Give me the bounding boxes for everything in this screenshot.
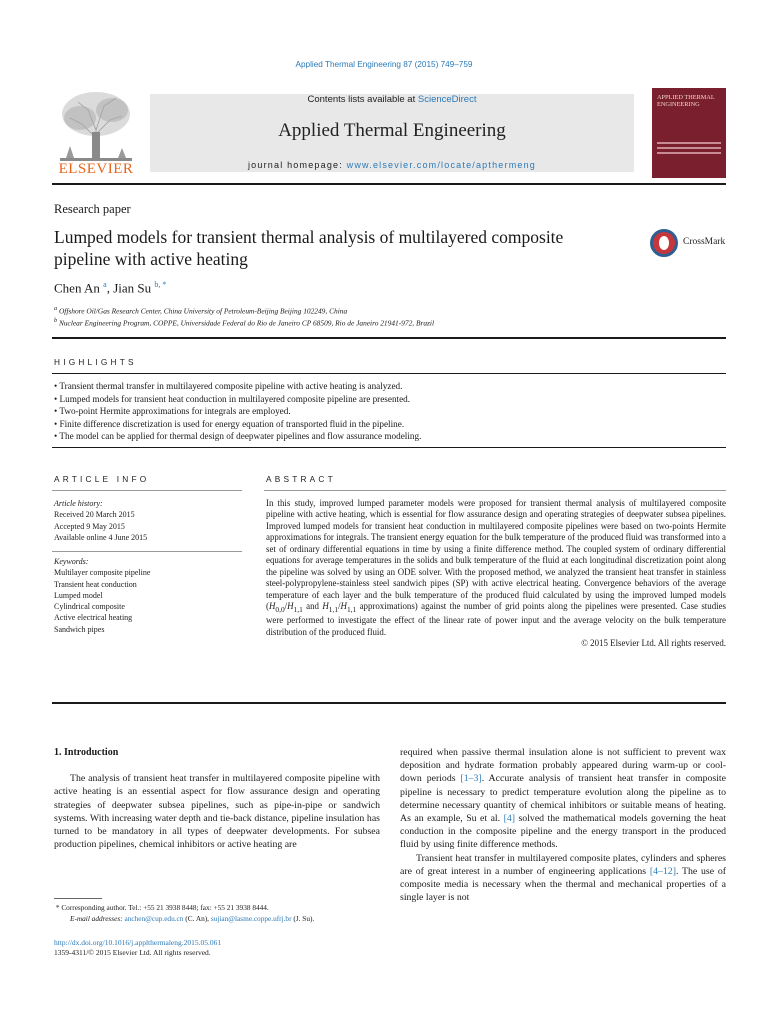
math-separator: / (284, 601, 288, 612)
keywords-rule (52, 551, 242, 552)
keyword: Active electrical heating (54, 613, 133, 623)
math-symbol: H (340, 601, 347, 612)
crossmark-label: CrossMark (683, 237, 726, 247)
affiliation (54, 306, 347, 315)
email-owner: (C. An), (183, 913, 211, 923)
accepted-date: Accepted 9 May 2015 (54, 521, 125, 531)
highlight-item: • Transient thermal transfer in multilayered composite pipeline with active heating is analyzed. (54, 381, 403, 391)
paper-type: Research paper (54, 202, 131, 216)
keyword: Multilayer composite pipeline (54, 568, 151, 578)
doi-link[interactable]: http://dx.doi.org/10.1016/j.applthermaleng.2015.05.061 (54, 938, 222, 947)
highlight-item: • The model can be applied for thermal design of deepwater pipelines and flow assurance modeling. (54, 431, 422, 442)
contents-prefix: Contents lists available at (307, 94, 418, 105)
article-info-heading: ARTICLE INFO (54, 474, 150, 484)
online-date: Available online 4 June 2015 (54, 532, 148, 542)
math-subscript: 1,1 (328, 604, 339, 614)
body-text: Transient heat transfer in multilayered composite plates, cylinders and spheres are of great interest in a number of engineering applications (400, 852, 726, 877)
received-date: Received 20 March 2015 (54, 510, 135, 520)
abstract-copyright: © 2015 Elsevier Ltd. All rights reserved. (581, 638, 726, 649)
section-heading: 1. Introduction (54, 747, 119, 758)
contents-line (150, 94, 634, 105)
math-symbol: H (322, 601, 329, 612)
author-affiliation-mark[interactable]: b, * (154, 280, 167, 289)
tree-icon (52, 88, 140, 164)
body-right-column (400, 746, 726, 904)
author-separator: , (106, 280, 114, 296)
citation-link[interactable]: [4–12] (649, 865, 676, 877)
body-paragraph (400, 852, 726, 905)
highlight-text: Transient thermal transfer in multilayered composite pipeline with active heating is analyzed. (59, 381, 403, 391)
article-info-rule (52, 490, 242, 491)
highlight-text: Two-point Hermite approximations for integrals are employed. (59, 406, 291, 417)
journal-homepage-link[interactable]: www.elsevier.com/locate/apthermeng (346, 160, 537, 170)
affiliation-text: Offshore Oil/Gas Research Center, China University of Petroleum-Beijing Beijing 102249, China (58, 306, 348, 316)
journal-info-box (150, 94, 634, 172)
abstract-text: and (302, 601, 323, 612)
math-subscript: 0,0 (275, 604, 285, 614)
homepage-line (150, 160, 634, 170)
affiliation-mark: b (54, 318, 58, 324)
front-matter-bottom-rule (52, 702, 726, 704)
body-paragraph (400, 746, 726, 852)
abstract-rule (264, 490, 726, 491)
elsevier-wordmark: ELSEVIER (58, 161, 134, 177)
article-title: Lumped models for transient thermal analysis of multilayered composite pipeline with active heating (54, 227, 564, 269)
history-heading: Article history: (54, 499, 103, 508)
highlights-bottom-rule (52, 447, 726, 448)
math-subscript: 1,1 (346, 604, 357, 614)
body-paragraph: The analysis of transient heat transfer in multilayered composite pipeline with active heating is an essential aspect for flow assurance design and operating strategies of deepwater subsea pipelines, such as pipe-in-pipe or sandwich systems. With increasing water depth and tie-back distance, pipeline insulation has turned to be mandatory in all types of deepwater developments. For subsea production pipelines, chemical inhibitors or active heating are (54, 773, 380, 851)
body-text: solved the mathematical models governing the heat conduction in the composite pipeline and the energy transport in the produced fluid by using finite difference methods. (400, 813, 726, 851)
journal-reference-link[interactable]: Applied Thermal Engineering 87 (2015) 749–759 (295, 60, 473, 69)
journal-cover-thumbnail[interactable] (652, 88, 726, 178)
highlight-item: • Finite difference discretization is used for energy equation of transported fluid in the pipeline. (54, 418, 405, 429)
math-symbol: H (268, 601, 276, 612)
keyword: Lumped model (54, 590, 103, 600)
highlights-heading: HIGHLIGHTS (54, 357, 137, 367)
email-link[interactable]: sujian@lasme.coppe.ufrj.br (210, 913, 292, 923)
highlight-item: • Two-point Hermite approximations for integrals are employed. (54, 406, 291, 417)
highlights-heading-rule (52, 373, 726, 374)
body-left-column (54, 746, 380, 851)
keywords-heading: Keywords: (54, 557, 89, 566)
journal-title: Applied Thermal Engineering (278, 120, 506, 141)
email-label: E-mail addresses: (70, 913, 125, 923)
abstract-text: approximations) against the number of grid points along the pipelines were presented. Case studies were performed to investigate the effect of the linear rate of power input and the average velocity on the bulk temperature distribution of the produced fluid. (266, 601, 726, 637)
author-name: Chen An (54, 280, 100, 296)
footnote-rule (54, 898, 102, 899)
body-text: . Accurate analysis of transient heat transfer in composite pipeline is necessary to predict temperature evolution along the pipeline as to determine necessary quantity of chemical inhibitors or suitable means of heating. As an example, Su et al. (400, 773, 727, 825)
article-info (54, 498, 244, 543)
email-link[interactable]: anchen@cup.edu.cn (124, 913, 184, 923)
abstract-paragraph (266, 498, 726, 638)
sciencedirect-link[interactable]: ScienceDirect (417, 94, 477, 105)
highlight-text: Lumped models for transient heat conduction in multilayered composite pipeline are presented. (59, 393, 411, 404)
footnote-line (54, 903, 384, 914)
highlights-list (54, 380, 726, 443)
math-subscript: 1,1 (293, 604, 303, 614)
affiliation (54, 318, 434, 327)
elsevier-tree-logo[interactable] (52, 88, 140, 178)
email-owner: (J. Su). (291, 913, 315, 923)
corresponding-author-footnote (54, 903, 384, 924)
highlight-item: • Lumped models for transient heat conduction in multilayered composite pipeline are presented. (54, 393, 411, 404)
citation-link[interactable]: [4] (503, 813, 516, 825)
journal-masthead (52, 88, 726, 178)
highlight-text: Finite difference discretization is used for energy equation of transported fluid in the pipeline. (59, 418, 405, 429)
masthead-divider (52, 183, 726, 185)
highlights-top-rule (52, 337, 726, 339)
math-symbol: H (287, 601, 294, 612)
abstract-body (266, 498, 726, 650)
footnote-text: Corresponding author. Tel.: +55 21 3938 8448; fax: +55 21 3938 8444. (61, 903, 269, 912)
footnote-mark: * (55, 903, 60, 912)
highlight-text: The model can be applied for thermal design of deepwater pipelines and flow assurance modeling. (59, 431, 422, 442)
doi-block (54, 938, 221, 959)
keyword: Transient heat conduction (54, 579, 137, 589)
author-affiliation-mark[interactable]: a (103, 280, 107, 289)
author-name: Jian Su (113, 280, 152, 296)
cover-decoration (657, 142, 721, 154)
crossmark-icon (650, 229, 678, 257)
keywords (54, 556, 244, 635)
footnote-emails (54, 914, 384, 925)
affiliation-text: Nuclear Engineering Program, COPPE, Universidade Federal do Rio de Janeiro CP 68509, Rio de Janeiro 21941-972, Brazil (58, 318, 435, 328)
abstract-text: In this study, improved lumped parameter models were proposed for transient thermal analysis of multilayered composite pipeline with active heating, which is essential for flow assurance design and operating strategies of deepwater subsea pipelines. Improved lumped models for transient heat conduction in multilayered composite pipelines were based on two-points Hermite approximations for integrals. The transient energy equation for the bulk temperature of the produced fluid was transformed into a set of ordinary differential equations in time by using a finite difference method. The coupled system of ordinary differential equations for average temperatures in the solids and bulk temperature of the fluid at each longitudinal discretization point along the pipeline was solved by using an ODE solver. With the proposed method, we analyzed the transient heat transfer in stainless steel-polypropylene-stainless steel sandwich pipes (SP) with active electrical heating. Convergence behaviors of the average temperature of each layer and the bulk temperature of the produced fluid calculated by using the improved lumped models ( (266, 498, 726, 612)
issn-line: 1359-4311/© 2015 Elsevier Ltd. All rights reserved. (54, 948, 211, 958)
keyword: Sandwich pipes (54, 624, 105, 634)
math-separator: / (338, 601, 341, 612)
crossmark-button[interactable] (650, 229, 730, 259)
citation-link[interactable]: [1–3] (460, 773, 482, 785)
homepage-prefix: journal homepage: (247, 160, 347, 170)
body-text: required when passive thermal insulation alone is not sufficient to prevent wax deposition and hydrate formation probably appeared during warm-up or cool-down periods (400, 747, 726, 785)
author-list (54, 280, 166, 296)
abstract-heading: ABSTRACT (266, 474, 336, 484)
cover-title: APPLIED THERMAL ENGINEERING (657, 94, 715, 109)
keyword: Cylindrical composite (54, 602, 125, 612)
body-text: . The use of composite media is necessary when the thermal and mechanical properties of a single layer is not (400, 865, 726, 904)
affiliation-mark: a (54, 306, 58, 312)
